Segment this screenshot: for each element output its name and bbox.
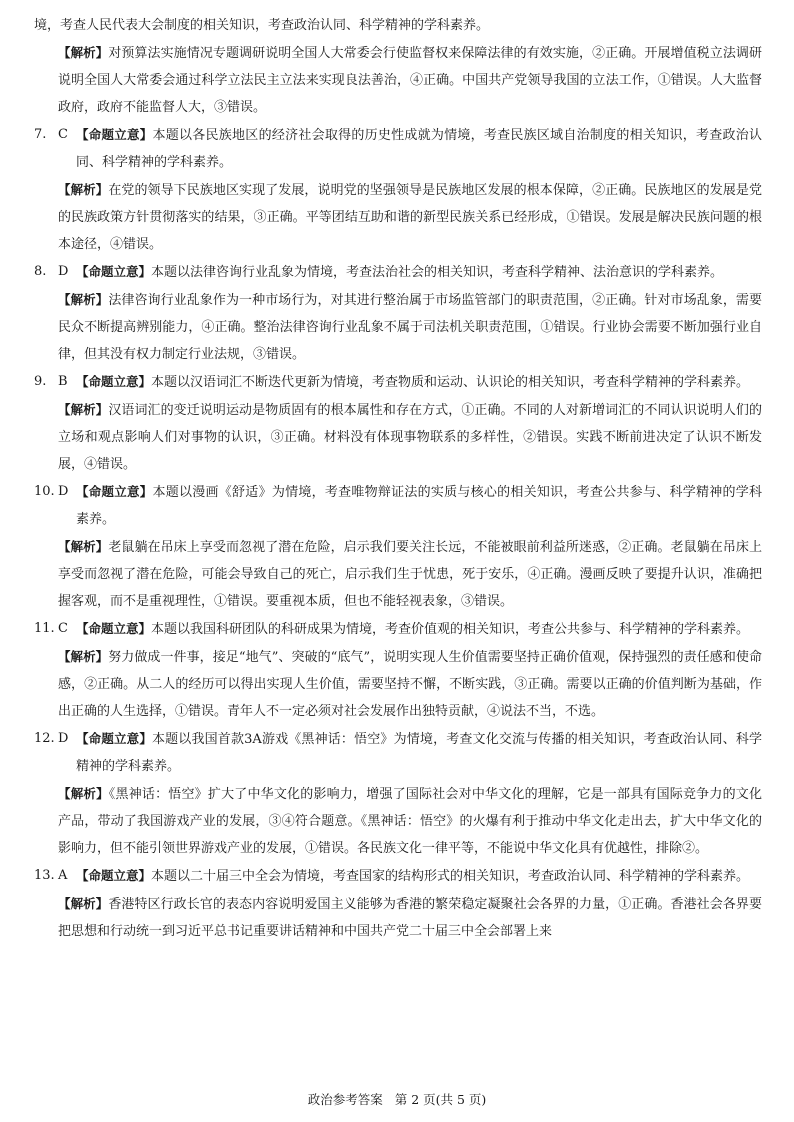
analysis-tag: 【解析】: [58, 539, 109, 554]
question-intent: [76, 862, 762, 890]
continuation-line: 境，考查人民代表大会制度的相关知识，考查政治认同、科学精神的学科素养。: [34, 18, 490, 33]
question-header: [34, 862, 762, 890]
question-list: [34, 121, 762, 945]
analysis-tag: 【解析】: [58, 786, 109, 801]
question-number: 9.: [34, 374, 47, 389]
question-item: [34, 121, 762, 258]
intent-tag: 【命题立意】: [76, 374, 152, 389]
question-number: 8.: [34, 264, 47, 279]
analysis-text: 在党的领导下民族地区实现了发展，说明党的坚强领导是民族地区发展的根本保障，②正确。民族地区的发展是党的民族政策方针贯彻落实的结果，③正确。平等团结互助和谐的新型民族关系已经形成，①错误。发展是解决民族问题的根本途径，④错误。: [58, 183, 762, 252]
question-analysis: [34, 890, 762, 945]
question-analysis: [34, 780, 762, 862]
analysis-tag: 【解析】: [58, 292, 109, 307]
intent-text: 本题以漫画《舒适》为情境，考查唯物辩证法的实质与核心的相关知识，考查公共参与、科学精神的学科素养。: [76, 485, 762, 527]
intent-tag: 【命题立意】: [76, 127, 153, 142]
question-intent: [76, 725, 762, 780]
question-number: 12.: [34, 731, 55, 746]
intro-analysis: [34, 39, 762, 121]
intent-text: 本题以二十届三中全会为情境，考查国家的结构形式的相关知识，考查政治认同、科学精神的学科素养。: [151, 869, 750, 884]
analysis-tag: 【解析】: [58, 182, 109, 197]
intent-tag: 【命题立意】: [76, 868, 152, 883]
question-answer: C: [58, 621, 68, 636]
analysis-text: 汉语词汇的变迁说明运动是物质固有的根本属性和存在方式，①正确。不同的人对新增词汇的不同认识说明人们的立场和观点影响人们对事物的认识，③正确。材料没有体现事物联系的多样性，②错误。实践不断前进决定了认识不断发展，④错误。: [58, 403, 762, 472]
intent-tag: 【命题立意】: [76, 484, 153, 499]
analysis-tag: 【解析】: [58, 45, 109, 60]
question-answer: D: [58, 484, 69, 499]
question-analysis: [34, 643, 762, 725]
question-header: [34, 478, 762, 533]
intent-text: 本题以各民族地区的经济社会取得的历史性成就为情境，考查民族区域自治制度的相关知识，考查政治认同、科学精神的学科素养。: [76, 128, 762, 170]
intent-text: 本题以汉语词汇不断迭代更新为情境，考查物质和运动、认识论的相关知识，考查科学精神的学科素养。: [151, 375, 750, 390]
analysis-text: 法律咨询行业乱象作为一种市场行为，对其进行整治属于市场监管部门的职责范围，②正确。针对市场乱象，需要民众不断提高辨别能力，④正确。整治法律咨询行业乱象不属于司法机关职责范围，①错误。行业协会需要不断加强行业自律，但其没有权力制定行业法规，③错误。: [58, 293, 762, 362]
intent-text: 本题以法律咨询行业乱象为情境，考查法治社会的相关知识，考查科学精神、法治意识的学科素养。: [151, 265, 724, 280]
question-analysis: [34, 176, 762, 258]
question-header: [34, 258, 762, 286]
analysis-text: 《黑神话：悟空》扩大了中华文化的影响力，增强了国际社会对中华文化的理解，它是一部具有国际竞争力的文化产品，带动了我国游戏产业的发展，③④符合题意。《黑神话：悟空》的火爆有利于推动中华文化走出去，扩大中华文化的影响力，但不能引领世界游戏产业的发展，①错误。各民族文化一律平等，不能说中华文化具有优越性，排除②。: [58, 787, 762, 856]
question-intent: [76, 121, 762, 176]
question-item: [34, 725, 762, 862]
question-header: [34, 615, 762, 643]
footer-subject: 政治参考答案: [307, 1092, 383, 1107]
question-number: 7.: [34, 127, 47, 142]
question-header: [34, 368, 762, 396]
question-item: [34, 862, 762, 945]
question-item: [34, 615, 762, 725]
intent-tag: 【命题立意】: [76, 731, 152, 746]
analysis-text: 对预算法实施情况专题调研说明全国人大常委会行使监督权来保障法律的有效实施，②正确。开展增值税立法调研说明全国人大常委会通过科学立法民主立法来实现良法善治，④正确。中国共产党领导我国的立法工作，①错误。人大监督政府，政府不能监督人大，③错误。: [58, 46, 762, 115]
intent-text: 本题以我国首款3A游戏《黑神话：悟空》为情境，考查文化交流与传播的相关知识，考查政治认同、科学精神的学科素养。: [76, 732, 762, 774]
question-intent: [76, 368, 762, 396]
question-analysis: [34, 533, 762, 615]
footer-page-number: 第 2 页(共 5 页): [394, 1092, 487, 1107]
analysis-tag: 【解析】: [58, 896, 109, 911]
question-answer: A: [58, 868, 68, 883]
question-item: [34, 368, 762, 478]
page-footer: [0, 1090, 794, 1110]
question-intent: [76, 478, 762, 533]
intent-text: 本题以我国科研团队的科研成果为情境，考查价值观的相关知识，考查公共参与、科学精神的学科素养。: [151, 622, 750, 637]
intent-tag: 【命题立意】: [76, 621, 152, 636]
analysis-text: 香港特区行政长官的表态内容说明爱国主义能够为香港的繁荣稳定凝聚社会各界的力量，①正确。香港社会各界要把思想和行动统一到习近平总书记重要讲话精神和中国共产党二十届三中全会部署上来: [58, 897, 762, 939]
question-item: [34, 258, 762, 368]
question-analysis: [34, 396, 762, 478]
analysis-text: 努力做成一件事，接足“地气”、突破的“底气”，说明实现人生价值需要坚持正确价值观，保持强烈的责任感和使命感，②正确。从二人的经历可以得出实现人生价值，需要坚持不懈，不断实践，③正确。需要以正确的价值判断为基础，作出正确的人生选择，①错误。青年人不一定必须对社会发展作出独特贡献，④说法不当，不选。: [58, 650, 762, 719]
analysis-tag: 【解析】: [58, 402, 109, 417]
question-number: 11.: [34, 621, 55, 636]
question-header: [34, 121, 762, 176]
question-answer: C: [58, 127, 68, 142]
question-answer: D: [58, 264, 69, 279]
intent-tag: 【命题立意】: [76, 264, 152, 279]
question-answer: B: [58, 374, 68, 389]
question-answer: D: [58, 731, 69, 746]
question-intent: [76, 258, 762, 286]
question-number: 13.: [34, 868, 55, 883]
question-header: [34, 725, 762, 780]
question-item: [34, 478, 762, 615]
question-number: 10.: [34, 484, 55, 499]
analysis-tag: 【解析】: [58, 649, 109, 664]
question-analysis: [34, 286, 762, 368]
question-intent: [76, 615, 762, 643]
analysis-text: 老鼠躺在吊床上享受而忽视了潜在危险，启示我们要关注长远，不能被眼前利益所迷惑，②正确。老鼠躺在吊床上享受而忽视了潜在危险，可能会导致自己的死亡，启示我们生于忧患，死于安乐，④正确。漫画反映了要提升认识，准确把握客观，而不是重视理性，①错误。要重视本质，但也不能轻视表象，③错误。: [58, 540, 762, 609]
